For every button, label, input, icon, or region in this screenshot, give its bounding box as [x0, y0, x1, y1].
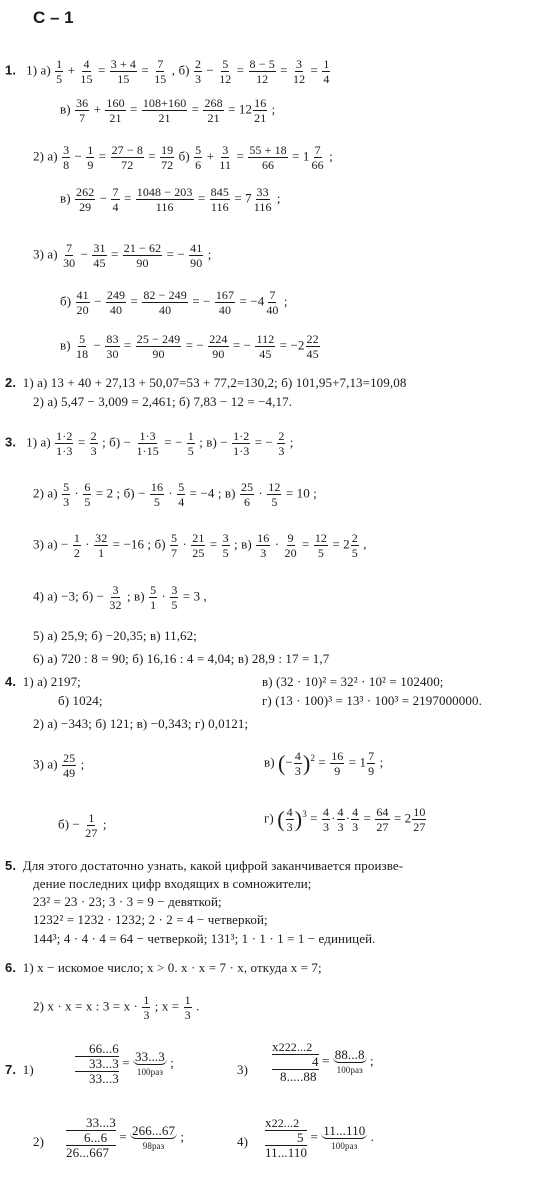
- task-7-label-2: 2): [33, 1134, 45, 1149]
- task-3-line-1: 3. 1) а) $\frac{1\cdot 2}{1\cdot 3}$ = $\frac{2}{3}$ ; б) − $\frac{1\cdot 3}{1\cdot 15}$ = − $\frac{1}{5}$ ; в) − $\frac{1\cdot 2}{1\cdot 3}$ = − $\frac{2}{3}$ ;: [5, 429, 294, 458]
- task-1-line-4: в) $\frac{262}{29}$ − $\frac{7}{4}$ = $\frac{1048 - 203}{116}$ = $\frac{845}{116}$ = 7 $\frac{33}{116}$ ;: [60, 185, 281, 214]
- task-number: 4.: [5, 674, 17, 689]
- fraction: $\frac{7}{9}$: [368, 749, 375, 778]
- fraction: $\frac{7}{66}$: [311, 143, 324, 172]
- fraction: $\frac{7}{4}$: [112, 185, 119, 214]
- fraction: $\frac{1\cdot 2}{1\cdot 3}$: [56, 429, 73, 458]
- fraction: $\frac{112}{45}$: [256, 332, 275, 361]
- task-7-label-3: 3): [237, 1062, 249, 1077]
- task-5-line-1: 5. Для этого достаточно узнать, какой цифрой заканчивается произве-: [5, 858, 404, 873]
- fraction: $\frac{4}{3}$: [294, 749, 302, 778]
- fraction: $\frac{2}{3}$: [194, 57, 202, 86]
- fraction: $\frac{262}{29}$: [76, 185, 95, 214]
- fraction: $\frac{1\cdot 2}{1\cdot 3}$: [233, 429, 250, 458]
- fraction: $\frac{64}{27}$: [376, 805, 389, 834]
- task-number: 7.: [5, 1062, 17, 1077]
- fraction: $\frac{83}{30}$: [106, 332, 119, 361]
- fraction: $\frac{1}{2}$: [73, 531, 80, 560]
- fraction: $\frac{9}{20}$: [284, 531, 297, 560]
- fraction: $\frac{3}{5}$: [171, 583, 178, 612]
- task-4-line-1: 4. 1) а) 2197;: [5, 674, 81, 689]
- task-1-line-5: 3) а) $\frac{7}{30}$ − $\frac{31}{45}$ = $\frac{21 - 62}{90}$ = − $\frac{41}{90}$ ;: [33, 241, 212, 270]
- task-1-line-2: в) $\frac{36}{7}$ + $\frac{160}{21}$ = $\frac{108+160}{21}$ = $\frac{268}{21}$ = 12 $\frac{16}{21}$ ;: [60, 96, 276, 125]
- task-number: 6.: [5, 960, 17, 975]
- fraction: $\frac{6}{5}$: [84, 480, 91, 509]
- task-number: 3.: [5, 434, 17, 450]
- task-number: 2.: [5, 375, 17, 390]
- fraction: $\frac{3}{5}$: [222, 531, 229, 560]
- task-4-line-2-right: г) (13 · 100)³ = 13³ · 100³ = 2197000000.: [262, 693, 482, 708]
- fraction: $\frac{1\cdot 3}{1\cdot 15}$: [136, 429, 159, 458]
- task-1-line-3: 2) а) $\frac{3}{8}$ − $\frac{1}{9}$ = $\frac{27 - 8}{72}$ = $\frac{19}{72}$ б) $\frac{5}{6}$ + $\frac{3}{11}$ = $\frac{55 + 18}{66}$ = 1 $\frac{7}{66}$ ;: [33, 143, 333, 172]
- task-6-line-2: 2) x · x = x : 3 = x · $\frac{1}{3}$ ; x = $\frac{1}{3}$ .: [33, 993, 200, 1022]
- fraction: $\frac{36}{7}$: [76, 96, 89, 125]
- fraction: $\frac{845}{116}$: [210, 185, 229, 214]
- task-7-part-2: 33...3 6...6 26...667 = 266...67 98раз ;: [66, 1115, 185, 1160]
- fraction: $\frac{27 - 8}{72}$: [111, 143, 143, 172]
- fraction: $\frac{1}{27}$: [85, 811, 98, 840]
- fraction: $\frac{3}{12}$: [292, 57, 306, 86]
- fraction: $\frac{19}{72}$: [161, 143, 174, 172]
- task-1-line-7: в) $\frac{5}{18}$ − $\frac{83}{30}$ = $\frac{25 - 249}{90}$ = − $\frac{224}{90}$ = − $\frac{112}{45}$ = −2 $\frac{22}{45}$: [60, 332, 319, 361]
- fraction: $\frac{1048 - 203}{116}$: [136, 185, 193, 214]
- fraction: $\frac{2}{3}$: [278, 429, 285, 458]
- task-4-line-5-right: г) ( $\frac{4}{3}$ )$^3$ = $\frac{4}{3}$ · $\frac{4}{3}$ · $\frac{4}{3}$ = $\frac{64}{27}$ = 2 $\frac{10}{27}$: [264, 805, 426, 834]
- fraction: $\frac{268}{21}$: [204, 96, 223, 125]
- fraction: $\frac{8 - 5}{12}$: [249, 57, 275, 86]
- task-4-line-3: 2) а) −343; б) 121; в) −0,343; г) 0,0121;: [33, 716, 249, 731]
- fraction: $\frac{3}{11}$: [219, 143, 232, 172]
- fraction: $\frac{16}{21}$: [254, 96, 267, 125]
- fraction: $\frac{4}{15}$: [80, 57, 93, 86]
- fraction: $\frac{16}{5}$: [150, 480, 164, 509]
- fraction: $\frac{7}{40}$: [266, 288, 279, 317]
- fraction: $\frac{5}{1}$: [150, 583, 157, 612]
- fraction: $\frac{41}{90}$: [190, 241, 203, 270]
- fraction: $\frac{2}{3}$: [90, 429, 97, 458]
- fraction: $\frac{21 - 62}{90}$: [123, 241, 162, 270]
- task-4-line-4: 3) а) $\frac{25}{49}$ ;: [33, 751, 85, 780]
- fraction: $\frac{12}{5}$: [314, 531, 328, 560]
- fraction: $\frac{5}{12}$: [219, 57, 232, 86]
- fraction: $\frac{55 + 18}{66}$: [249, 143, 287, 172]
- fraction: $\frac{25}{6}$: [240, 480, 254, 509]
- task-5-line-5: 144³; 4 · 4 · 4 = 64 − четверкой; 131³; 1 · 1 · 1 = 1 − единицей.: [33, 931, 376, 946]
- fraction: $\frac{1}{5}$: [187, 429, 194, 458]
- fraction: $\frac{5}{4}$: [178, 480, 185, 509]
- fraction: $\frac{5}{7}$: [170, 531, 178, 560]
- task-7-number: 7. 1): [5, 1062, 34, 1077]
- fraction: $\frac{108+160}{21}$: [142, 96, 187, 125]
- task-7-part-3: x222...2 4 8.....88 = 88...8 100раз ;: [272, 1039, 374, 1084]
- fraction: $\frac{16}{9}$: [331, 749, 344, 778]
- fraction: $\frac{1}{3}$: [143, 993, 150, 1022]
- fraction: $\frac{25}{49}$: [63, 751, 76, 780]
- task-3-line-5: 5) а) 25,9; б) −20,35; в) 11,62;: [33, 628, 197, 643]
- fraction: $\frac{4}{3}$: [286, 805, 293, 834]
- fraction: $\frac{3 + 4}{15}$: [110, 57, 137, 86]
- task-3-line-4: 4) а) −3; б) − $\frac{3}{32}$ ; в) $\frac{5}{1}$ · $\frac{3}{5}$ = 3 ,: [33, 583, 207, 612]
- fraction: $\frac{7}{30}$: [63, 241, 76, 270]
- task-3-line-3: 3) а) − $\frac{1}{2}$ · $\frac{32}{1}$ = −16 ; б) $\frac{5}{7}$ · $\frac{21}{25}$ = $\frac{3}{5}$ ; в) $\frac{16}{3}$ · $\frac{9}{20}$ = $\frac{12}{5}$ = 2 $\frac{2}{5}$ ,: [33, 531, 367, 560]
- task-2-line-2: 2) а) 5,47 − 3,009 = 2,461; б) 7,83 − 12 = −4,17.: [33, 394, 293, 409]
- fraction: $\frac{3}{8}$: [63, 143, 70, 172]
- fraction: $\frac{2}{5}$: [351, 531, 358, 560]
- fraction: $\frac{1}{3}$: [184, 993, 191, 1022]
- fraction: $\frac{32}{1}$: [95, 531, 108, 560]
- fraction: $\frac{31}{45}$: [93, 241, 106, 270]
- fraction: $\frac{3}{32}$: [109, 583, 122, 612]
- fraction: $\frac{249}{40}$: [106, 288, 126, 317]
- fraction: $\frac{167}{40}$: [215, 288, 235, 317]
- task-4-line-1-right: в) (32 · 10)² = 32² · 10² = 102400;: [262, 674, 444, 689]
- fraction: $\frac{12}{5}$: [268, 480, 281, 509]
- fraction: $\frac{160}{21}$: [106, 96, 125, 125]
- fraction: $\frac{16}{3}$: [257, 531, 270, 560]
- task-3-line-6: 6) а) 720 : 8 = 90; б) 16,16 : 4 = 4,04; в) 28,9 : 17 = 1,7: [33, 651, 330, 666]
- task-4-line-2: б) 1024;: [58, 693, 103, 708]
- fraction: $\frac{41}{20}$: [76, 288, 89, 317]
- fraction: $\frac{21}{25}$: [192, 531, 205, 560]
- task-7-part-4: x22...2 5 11...110 = 11...110 100раз .: [265, 1115, 375, 1160]
- task-number: 5.: [5, 858, 17, 873]
- fraction: $\frac{5}{6}$: [195, 143, 202, 172]
- fraction: $\frac{22}{45}$: [306, 332, 319, 361]
- fraction: $\frac{25 - 249}{90}$: [136, 332, 181, 361]
- fraction: $\frac{82 - 249}{40}$: [143, 288, 187, 317]
- task-7-part-1: 66...6 33...3 33...3 = 33...3 100раз ;: [75, 1042, 174, 1086]
- task-5-line-4: 1232² = 1232 · 1232; 2 · 2 = 4 − четверкой;: [33, 912, 268, 927]
- task-2-line-1: 2. 1) а) 13 + 40 + 27,13 + 50,07=53 + 77,2=130,2; б) 101,95+7,13=109,08: [5, 375, 407, 390]
- task-7-label-4: 4): [237, 1134, 249, 1149]
- task-1-line-6: б) $\frac{41}{20}$ − $\frac{249}{40}$ = $\frac{82 - 249}{40}$ = − $\frac{167}{40}$ = −4 $\frac{7}{40}$ ;: [60, 288, 288, 317]
- task-5-line-2: дение последних цифр входящих в сомножители;: [33, 876, 312, 891]
- task-4-line-5: б) − $\frac{1}{27}$ ;: [58, 811, 107, 840]
- fraction: $\frac{5}{18}$: [76, 332, 89, 361]
- task-1-line-1: 1. 1) а) $\frac{1}{5}$ + $\frac{4}{15}$ = $\frac{3 + 4}{15}$ = $\frac{7}{15}$ , б) $\frac{2}{3}$ − $\frac{5}{12}$ = $\frac{8 - 5}{12}$ = $\frac{3}{12}$ = $\frac{1}{4}$: [5, 57, 330, 86]
- task-6-line-1: 6. 1) x − искомое число; x > 0. x · x = 7 · x, откуда x = 7;: [5, 960, 322, 975]
- fraction: $\frac{1}{4}$: [323, 57, 330, 86]
- task-number: 1.: [5, 62, 17, 78]
- fraction: $\frac{1}{5}$: [56, 57, 63, 86]
- task-5-line-3: 23² = 23 · 23; 3 · 3 = 9 − девяткой;: [33, 894, 222, 909]
- task-3-line-2: 2) а) $\frac{5}{3}$ · $\frac{6}{5}$ = 2 ; б) − $\frac{16}{5}$ · $\frac{5}{4}$ = −4 ; в) $\frac{25}{6}$ · $\frac{12}{5}$ = 10 ;: [33, 480, 317, 509]
- fraction: $\frac{1}{9}$: [87, 143, 94, 172]
- fraction: $\frac{5}{3}$: [63, 480, 70, 509]
- fraction: $\frac{224}{90}$: [209, 332, 228, 361]
- page-title: С – 1: [33, 8, 74, 27]
- fraction: $\frac{10}{27}$: [413, 805, 426, 834]
- task-4-line-4-right: в) (− $\frac{4}{3}$ )$^2$ = $\frac{16}{9}$ = 1 $\frac{7}{9}$ ;: [264, 749, 384, 778]
- fraction: $\frac{33}{116}$: [253, 185, 272, 214]
- fraction: $\frac{7}{15}$: [154, 57, 167, 86]
